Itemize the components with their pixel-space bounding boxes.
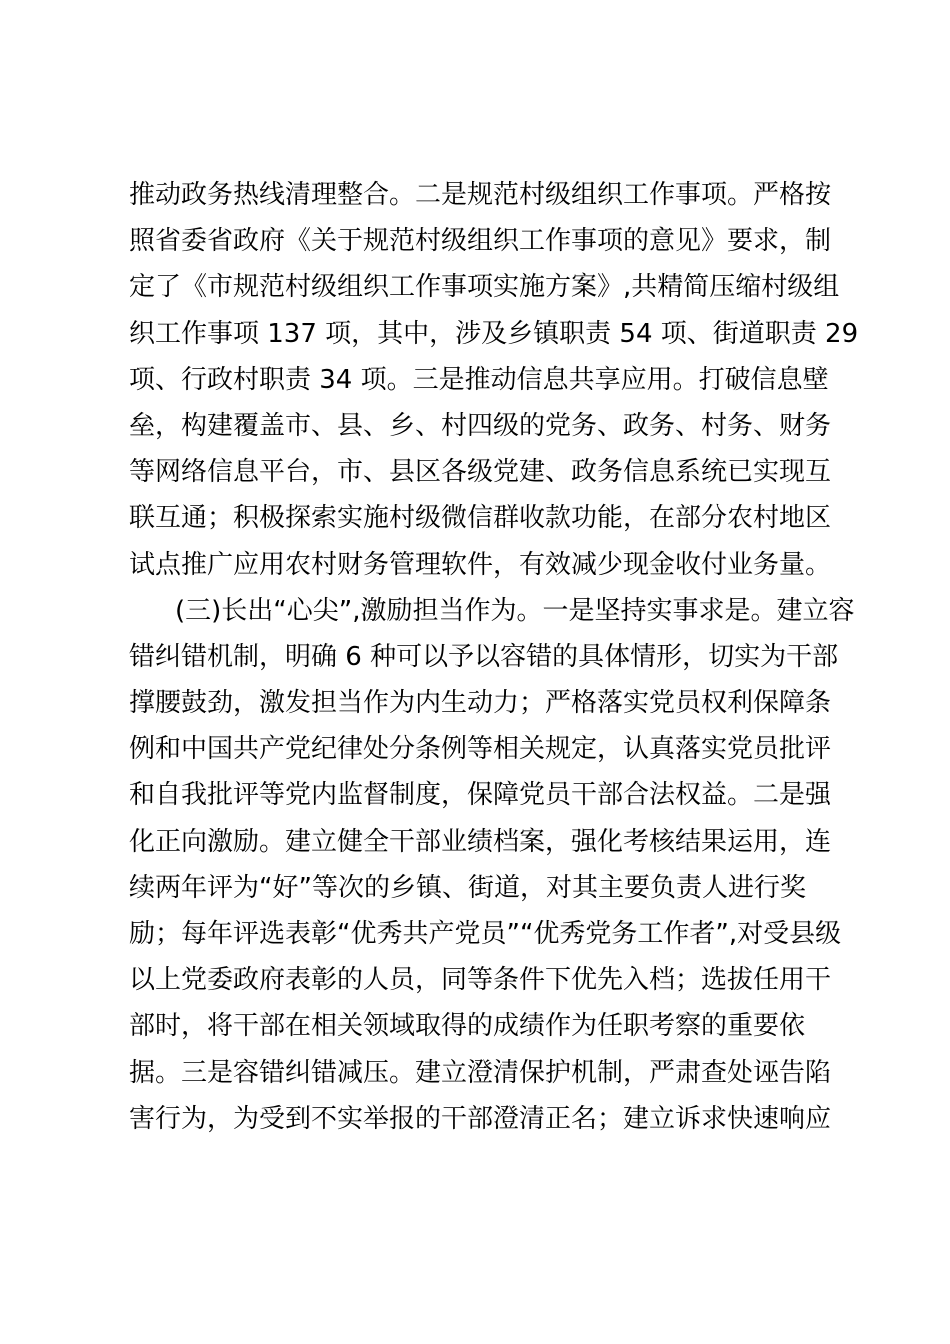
text-line: 联互通；积极探索实施村级微信群收款功能，在部分农村地区 [129,503,832,534]
text-line: 害行为，为受到不实举报的干部澄清正名；建立诉求快速响应 [129,1103,832,1134]
text-line: 照省委省政府《关于规范村级组织工作事项的意见》要求，制 [129,226,832,257]
text-line: 织工作事项 137 项，其中，涉及乡镇职责 54 项、街道职责 29 [129,318,859,349]
text-line: 例和中国共产党纪律处分条例等相关规定，认真落实党员批评 [129,734,832,765]
text-line: 撑腰鼓劲，激发担当作为内生动力；严格落实党员权利保障条 [129,688,832,719]
text-line: 试点推广应用农村财务管理软件，有效减少现金收付业务量。 [129,549,832,580]
text-line: 和自我批评等党内监督制度，保障党员干部合法权益。二是强 [129,780,832,811]
text-line: 续两年评为“好”等次的乡镇、街道，对其主要负责人进行奖 [129,872,806,903]
text-line: 励；每年评选表彰“优秀共产党员”“优秀党务工作者”,对受县级 [129,919,842,949]
text-line: 部时，将干部在相关领域取得的成绩作为任职考察的重要依 [129,1011,806,1042]
text-line: 化正向激励。建立健全干部业绩档案，强化考核结果运用，连 [129,826,832,857]
text-line: 推动政务热线清理整合。二是规范村级组织工作事项。严格按 [129,180,832,210]
body-text [129,172,859,1142]
text-line: 垒，构建覆盖市、县、乡、村四级的党务、政务、村务、财务 [129,410,832,441]
text-line: 据。三是容错纠错减压。建立澄清保护机制，严肃查处诬告陷 [129,1057,832,1088]
text-line: 错纠错机制，明确 6 种可以予以容错的具体情形，切实为干部 [129,641,839,672]
text-line: 定了《市规范村级组织工作事项实施方案》,共精简压缩村级组 [129,272,840,303]
text-line: 项、行政村职责 34 项。三是推动信息共享应用。打破信息壁 [129,364,829,395]
text-line: 等网络信息平台，市、县区各级党建、政务信息系统已实现互 [129,457,832,488]
section-heading-line: (三)长出“心尖”,激励担当作为。一是坚持实事求是。建立容 [175,595,855,626]
text-line: 以上党委政府表彰的人员，同等条件下优先入档；选拔任用干 [129,965,832,996]
